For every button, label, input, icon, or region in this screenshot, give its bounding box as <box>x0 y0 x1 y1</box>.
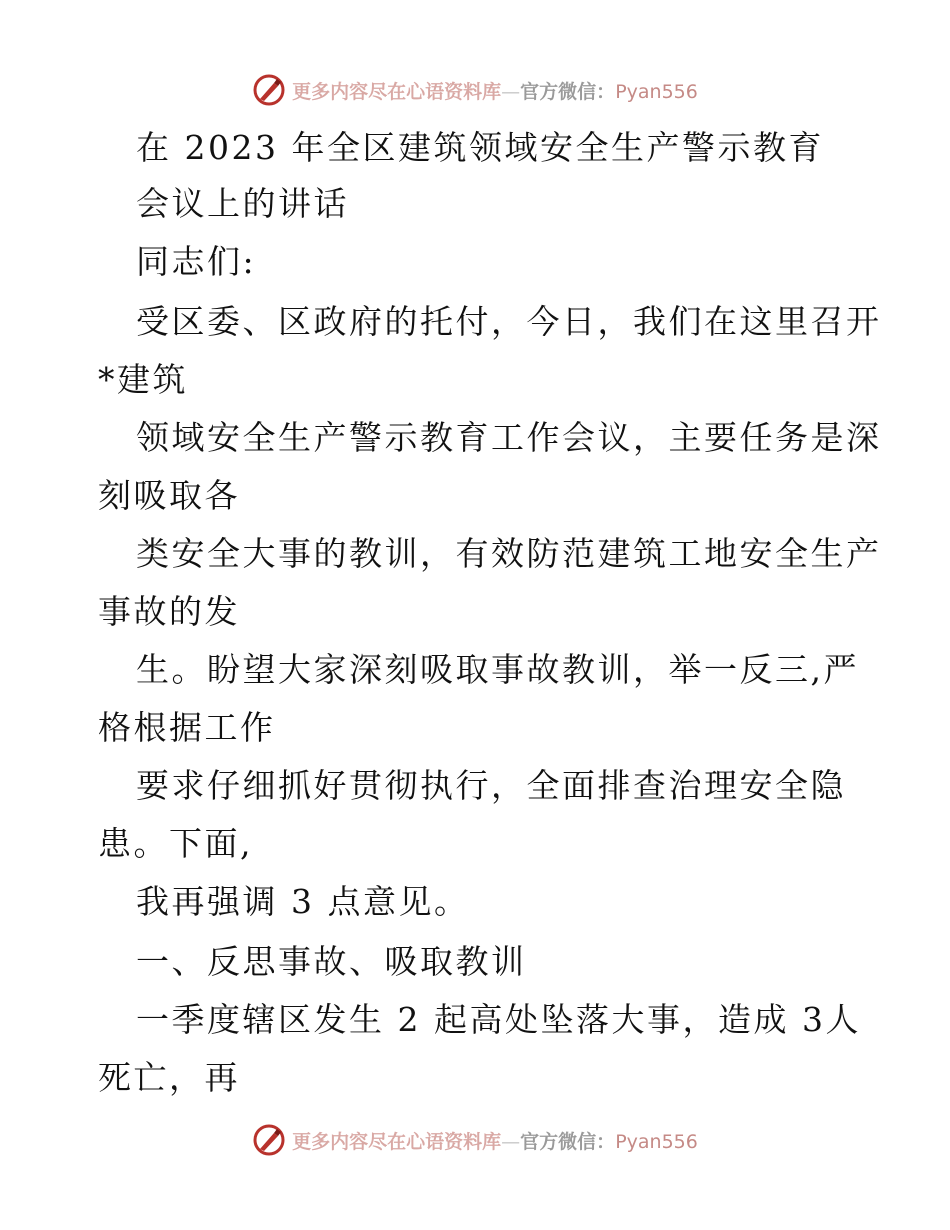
section-heading: 一、反思事故、吸取教训 <box>136 942 527 981</box>
text-line: 领域安全生产警示教育工作会议，主要任务是深 <box>136 418 882 457</box>
text-line: 事故的发 <box>98 592 240 631</box>
footer-watermark <box>0 1120 950 1160</box>
text-line: 生。盼望大家深刻吸取事故教训，举一反三,严 <box>136 650 859 689</box>
text-line: 一季度辖区发生 2 起高处坠落大事，造成 3人 <box>136 1000 861 1039</box>
pen-logo-icon <box>252 1123 286 1157</box>
watermark-text: 更多内容尽在心语资料库—官方微信：Pyan556 <box>292 80 698 103</box>
text-line: *建筑 <box>98 360 188 399</box>
text-line: 要求仔细抓好贯彻执行，全面排查治理安全隐 <box>136 766 846 805</box>
title-line-1: 在 2023 年全区建筑领域安全生产警示教育 <box>136 128 824 167</box>
salutation: 同志们: <box>136 242 257 281</box>
watermark-text: 更多内容尽在心语资料库—官方微信：Pyan556 <box>292 1130 698 1153</box>
title-line-2: 会议上的讲话 <box>136 184 349 223</box>
pen-logo-icon <box>252 73 286 107</box>
text-line: 受区委、区政府的托付，今日，我们在这里召开 <box>136 302 882 341</box>
text-line: 死亡，再 <box>98 1058 240 1097</box>
text-line: 我再强调 3 点意见。 <box>136 882 470 921</box>
text-line: 格根据工作 <box>98 708 276 747</box>
text-line: 刻吸取各 <box>98 476 240 515</box>
text-line: 类安全大事的教训，有效防范建筑工地安全生产 <box>136 534 882 573</box>
text-line: 患。下面, <box>98 824 253 863</box>
header-watermark <box>0 70 950 110</box>
